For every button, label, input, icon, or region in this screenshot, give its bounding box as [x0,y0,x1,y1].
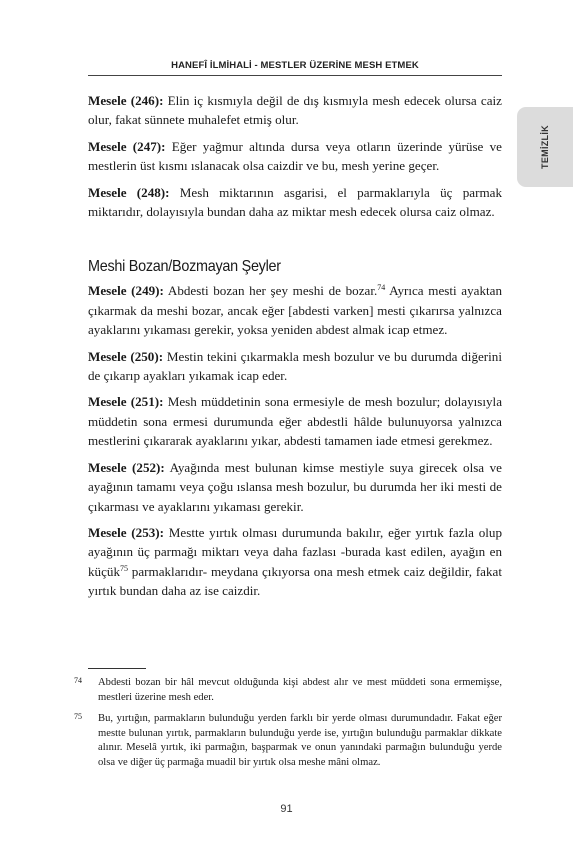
paragraph-246: Mesele (246): Elin iç kısmıyla değil de dış kısmıyla mesh edecek olursa caiz olur, fakat sünnete muhalefet etmiş olur. [88,93,502,128]
side-tab-label: TEMİZLİK [540,125,550,169]
running-header: HANEFÎ İLMİHALİ - MESTLER ÜZERİNE MESH ETMEK [171,60,419,71]
footnotes [74,676,502,778]
footnote-text: Abdesti bozan bir hâl mevcut olduğunda kişi abdest alır ve mest müddeti sona ermemişse, mestleri üzerine mesh eder. [98,677,502,703]
section-side-tab [517,107,573,187]
footnote-75 [74,712,502,770]
footnote-ref-75[interactable]: 75 [120,563,128,573]
page-number: 91 [280,803,293,815]
footnote-number: 74 [74,676,82,685]
paragraph-251: Mesele (251): Mesh müddetinin sona ermesiyle de mesh bozulur; dolayısıyla müddetin sona ermesi durumunda eğer abdestli hâlde bulunuyorsa yalnızca mestlerini çıkararak ayaklarını yıkar, abdesti tamamen iade etmesi gerekmez. [88,394,502,449]
paragraph-249: Mesele (249): Abdesti bozan her şey meshi de bozar.$^{74}$ Ayrıca mesti ayaktan çıkarmak da meshi bozar, ancak eğer [abdesti varken] mesti çıkarırsa yalnızca ayaklarını yıkaması gerekir, yoksa yeniden abdest almak icap etmez. [88,283,503,338]
section-heading: Meshi Bozan/Bozmayan Şeyler [88,258,281,276]
paragraph-252: Mesele (252): Ayağında mest bulunan kimse mestiyle suya girecek olsa ve ayağının tamamı veya çoğu ıslansa mesh bozulur, bu durumda her iki mesti de çıkarması ve ayaklarını yıkaması gerekir. [88,459,502,514]
header-rule [88,75,502,76]
paragraph-247: Mesele (247): Eğer yağmur altında dursa veya otların üzerinde yürüse ve mestlerin üst kısmı ıslanacak olsa caizdir ve bu, mesh yerine geçer. [88,138,502,174]
main-text [88,91,502,608]
footnote-ref-74[interactable]: 74 [377,283,386,293]
paragraph-250: Mesele (250): Mestin tekini çıkarmakla mesh bozulur ve bu durumda diğerini de çıkarıp ayakları yıkamak icap eder. [88,348,502,384]
footnote-number: 75 [74,712,82,722]
footnote-text: Bu, yırtığın, parmakların bulunduğu yerden farklı bir yerde olması durumundadır. Fakat eğer mestte bulunan yırtık, parmakların bulunduğu yerde ise, yırtığın bulunduğu parmaklar dikkate alınır. Meselâ yırtık, iki parmağın, başparmak ve onun yanındaki parmağın bulunduğu yerde olsa ve diğer üç parmağa muadil bir yırtık olsa meshe mâni olmaz. [98,713,502,768]
footnote-rule [88,668,146,669]
footnote-74 [74,676,502,705]
paragraph-248: Mesele (248): Mesh miktarının asgarisi, el parmaklarıyla üç parmak miktarıdır, dolayısıyla bundan daha az miktar mesh edecek olursa caiz olmaz. [88,184,502,220]
paragraph-253: Mesele (253): Mestte yırtık olması durumunda bakılır, eğer yırtık fazla olup ayağının üç parmağı miktarı veya daha fazlası -burada kast edilen, ayağın en küçük$^{75}$ parmaklarıdır- meydana çıkıyorsa ona mesh etmek caiz değildir, fakat yırtık bundan daha az ise caizdir. [88,524,502,599]
